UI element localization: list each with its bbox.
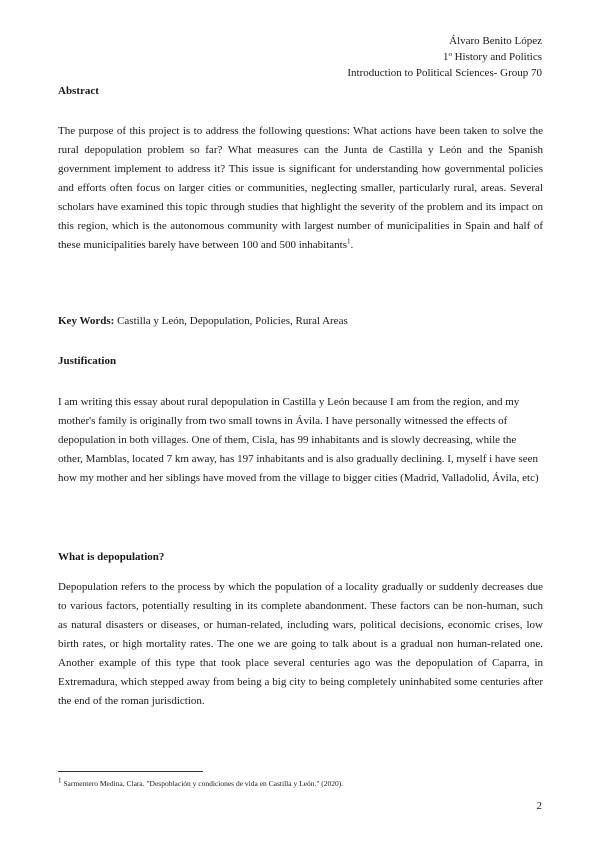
keywords-label: Key Words:	[58, 315, 115, 327]
abstract-text: The purpose of this project is to address the following questions: What actions have been taken to solve the rural depopulation problem so far? What measures can the Junta de Castilla y León and the Spanish government implement to address it? This issue is significant for understanding how governmental policies and efforts often focus on larger cities or communities, neglecting smaller, particularly rural, areas. Several scholars have examined this topic through studies that highlight the severity of the problem and its impact on this region, which is the autonomous community with largest number of municipalities in Spain and half of these municipalities barely have between 100 and 500 inhabitants	[58, 125, 543, 251]
footnote-reference: 1	[346, 237, 351, 246]
keywords-text: Castilla y León, Depopulation, Policies, Rural Areas	[114, 315, 348, 327]
depopulation-paragraph: Depopulation refers to the process by which the population of a locality gradually or suddenly decreases due to various factors, potentially resulting in its complete abandonment. These factors can be non-human, such as natural disasters or diseases, or human-related, including wars, political decisions, economic crises, low birth rates, or high mortality rates. The one we are going to talk about is a gradual non human-related one. Another example of this type that took place several centuries ago was the depopulation of Caparra, in Extremadura, which stepped away from being a big city to being completely uninhabited some centuries after the end of the roman jurisdiction.	[58, 581, 543, 707]
depopulation-heading: What is depopulation?	[58, 551, 165, 563]
keywords-line	[58, 312, 543, 331]
header-author: Álvaro Benito López	[449, 35, 542, 47]
abstract-end: .	[350, 239, 354, 251]
footnote-number: 1	[58, 776, 62, 785]
footnote-separator	[58, 771, 203, 772]
abstract-paragraph	[58, 122, 543, 255]
header-subject: Introduction to Political Sciences- Group 70	[347, 67, 542, 79]
footnote-text: Sarmentero Medina, Clara. "Despoblación y condiciones de vida en Castilla y León." (2020).	[61, 779, 344, 788]
page-header	[347, 33, 542, 81]
justification-paragraph: I am writing this essay about rural depopulation in Castilla y León because I am from the region, and my mother's family is originally from two small towns in Ávila. I have personally witnessed the effects of depopulation in both villages. One of them, Cisla, has 99 inhabitants and is slowly decreasing, while the other, Mamblas, located 7 km away, has 197 inhabitants and is also gradually declining. I, myself i have seen how my mother and her siblings have moved from the village to bigger cities (Madrid, Valladolid, Ávila, etc)	[58, 396, 539, 484]
abstract-heading: Abstract	[58, 85, 99, 97]
header-course: 1º History and Politics	[442, 51, 542, 63]
justification-heading: Justification	[58, 355, 117, 367]
footnote	[58, 776, 344, 789]
page-number: 2	[536, 800, 542, 812]
